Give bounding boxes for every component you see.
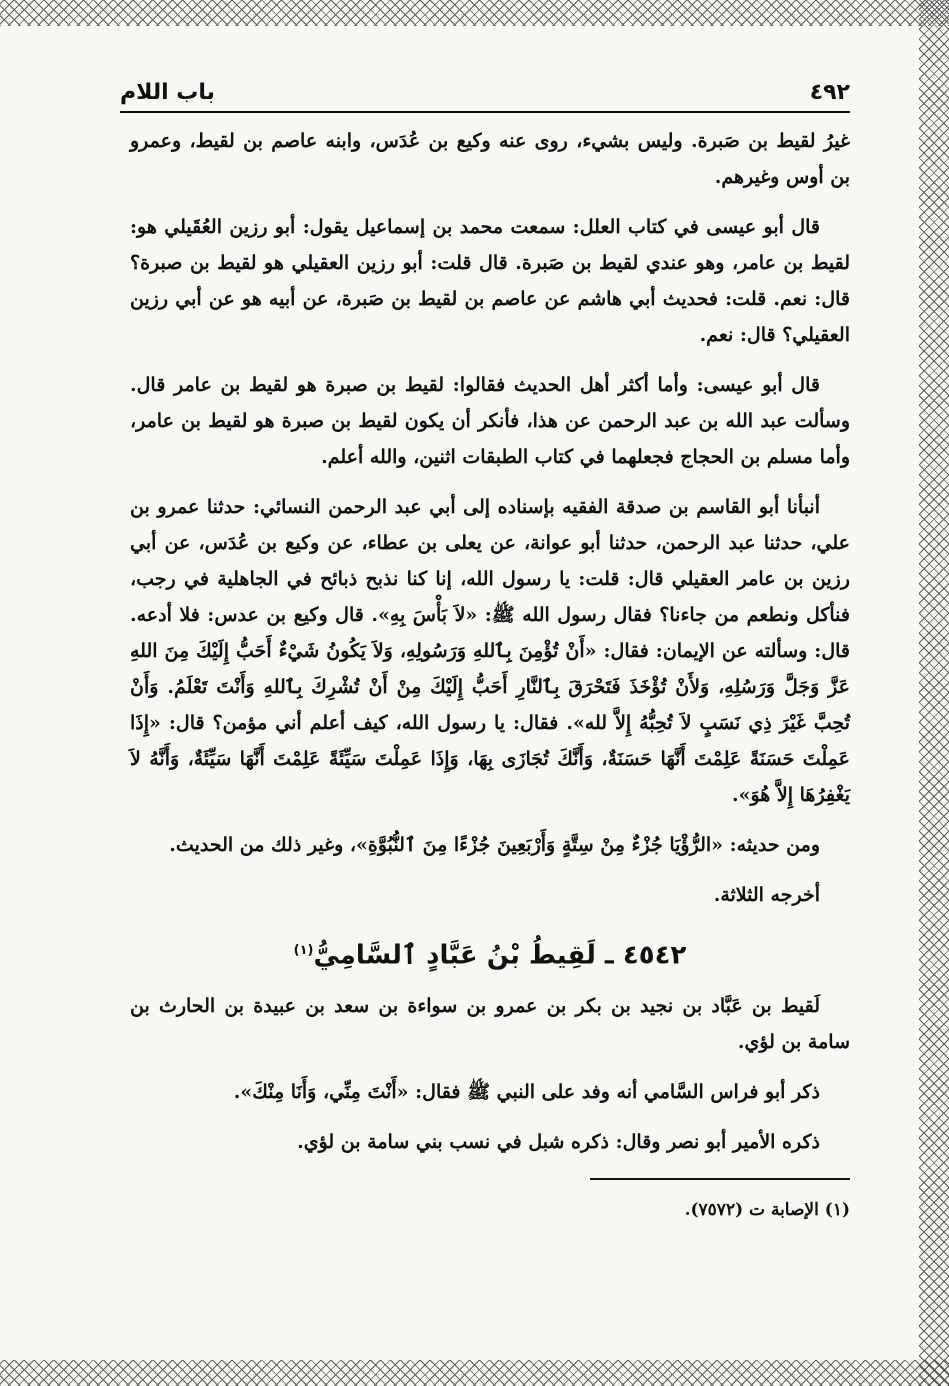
paragraph-1: غيرُ لقيط بن صَبرة. وليس بشيء، روى عنه وكيع بن عُدَس، وابنه عاصم بن لقيط، وعمرو بن أوس وغيرهم. [130, 130, 850, 188]
page-number: ٤٩٢ [809, 80, 850, 105]
paragraph-5: ومن حديثه: «الرُّؤْيَا جُزْءٌ مِنْ سِتَّةٍ وَأَرْبَعِينَ جُزْءًا مِنَ ٱلنُّبُوَّةِ»، وغير ذلك من الحديث. [169, 834, 820, 856]
footnote-rule [590, 1178, 850, 1180]
paragraph-2: قال أبو عيسى في كتاب العلل: سمعت محمد بن إسماعيل يقول: أبو رزين العُقَيلي هو: لقيط بن عامر، وهو عندي لقيط بن صَبرة. قال قلت: أبو رزين العقيلي هو لقيط بن صبرة؟ قال: نعم. قلت: فحديث أبي هاشم عن عاصم بن لقيط بن صَبرة، عن أبيه هو عن أبي رزين العقيلي؟ قال: نعم. [130, 216, 850, 346]
body-text [130, 123, 850, 1228]
decorative-border-top [0, 0, 949, 26]
entry-title [130, 933, 850, 974]
decorative-border-bottom [0, 1360, 949, 1386]
footnote: (١) الإصابة ت (٧٥٧٢). [684, 1199, 850, 1220]
entry-paragraph-1: لَقيط بن عَبَّاد بن نجيد بن بكر بن عمرو بن سواءة بن سعد بن عبيدة بن الحارث بن سامة بن لؤي. [130, 994, 850, 1053]
running-head [120, 80, 850, 113]
book-page [100, 80, 850, 1228]
paragraph-3: قال أبو عيسى: وأما أكثر أهل الحديث فقالوا: لقيط بن صبرة هو لقيط بن عامر قال. وسألت عبد الله بن عبد الرحمن عن هذا، فأنكر أن يكون لقيط بن صبرة هو لقيط بن عامر، وأما مسلم بن الحجاج فجعلهما في كتاب الطبقات اثنين، والله أعلم. [130, 374, 850, 468]
entry-paragraph-2: ذكر أبو فراس السَّامي أنه وفد على النبي ﷺ فقال: «أَنْتَ مِنِّي، وَأَنَا مِنْكَ». [233, 1080, 820, 1103]
decorative-border-right [919, 0, 949, 1386]
entry-paragraph-3: ذكره الأمير أبو نصر وقال: ذكره شبل في نسب بني سامة بن لؤي. [297, 1130, 820, 1153]
paragraph-6: أخرجه الثلاثة. [713, 884, 820, 906]
running-title: باب اللام [120, 80, 215, 105]
entry-title-text: ٤٥٤٢ ـ لَقِيطُ بْنُ عَبَّادٍ ٱلسَّامِيُّ [313, 940, 687, 971]
footnote-marker: (١) [293, 943, 314, 958]
paragraph-4: أنبأنا أبو القاسم بن صدقة الفقيه بإسناده إلى أبي عبد الرحمن النسائي: حدثنا عمرو بن علي، حدثنا عبد الرحمن، حدثنا أبو عوانة، عن يعلى بن عطاء، عن وكيع بن عُدَس، عن أبي رزين بن عامر العقيلي قال: قلت: يا رسول الله، إنا كنا نذبح ذبائح في الجاهلية في رجب، فنأكل ونطعم من جاءنا؟ فقال رسول الله ﷺ: «لاَ بَأْسَ بِهِ». قال وكيع بن عدس: فلا أدعه. قال: وسألته عن الإيمان: فقال: «أَنْ تُؤْمِنَ بِٱللهِ وَرَسُولِهِ، وَلاَ يَكُونُ شَيْءٌ أَحَبُّ إِلَيْكَ مِنَ اللهِ عَزَّ وَجَلَّ وَرَسُلِهِ، وَلأَنْ تُؤْخَذَ فَتَحْرَقَ بِٱلنَّارِ أَحَبُّ إِلَيْكَ مِنْ أَنْ تُشْرِكَ بِٱللهِ وَأَنْتَ تَعْلَمُ. وَأَنْ تُحِبَّ غَيْرَ ذِي نَسَبٍ لاَ تُحِبُّهُ إِلاَّ لله». فقال: يا رسول الله، كيف أعلم أني مؤمن؟ قال: «إِذَا عَمِلْتَ حَسَنَةً عَلِمْتَ أَنَّهَا حَسَنَةٌ، وَأَنَّكَ تُجَازَى بِهَا، وَإِذَا عَمِلْتَ سَيِّئَةً عَلِمْتَ أَنَّهَا سَيِّئَةٌ، وَأَنَّهُ لاَ يَغْفِرُهَا إِلاَّ هُوَ». [130, 496, 850, 806]
